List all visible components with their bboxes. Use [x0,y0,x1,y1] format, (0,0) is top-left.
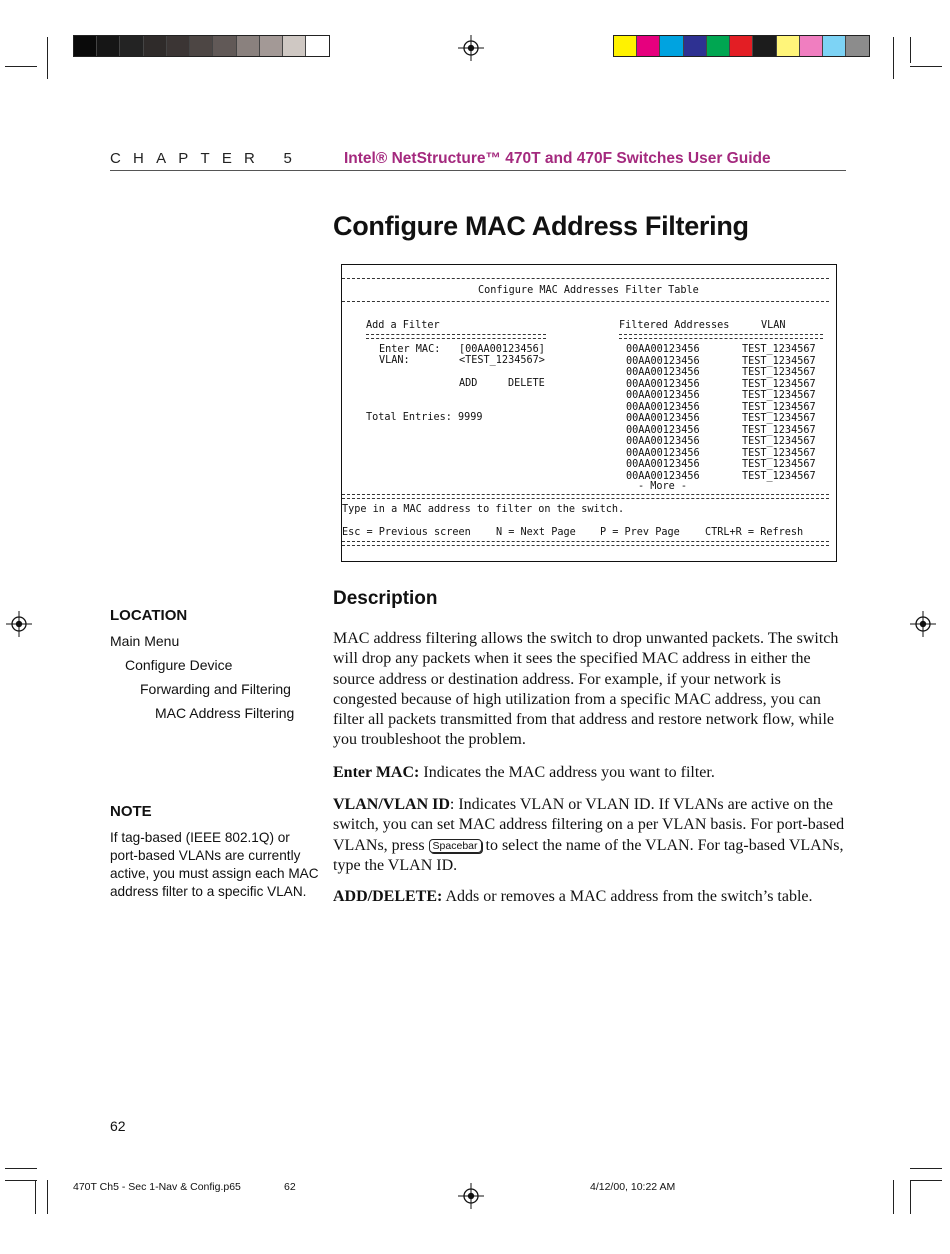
crop-mark [910,1180,911,1214]
filter-row-vlan[interactable]: TEST_1234567 [742,436,816,447]
filter-row-mac[interactable]: 00AA00123456 [626,378,700,390]
process-color-bar [613,35,870,57]
vlan-select[interactable]: <TEST_1234567> [459,355,545,366]
guide-title: Intel® NetStructure™ 470T and 470F Switches User Guide [344,150,771,167]
filter-row-mac[interactable]: 00AA00123456 [626,344,700,355]
footer-page: 62 [284,1181,296,1193]
divider [342,301,829,302]
divider [342,494,829,499]
divider [342,278,829,279]
definition: : Indicates VLAN or VLAN ID. If VLANs are active on the switch, you can set MAC address filtering on a per VLAN basis. For port-based VLANs, press [333,796,845,854]
page-number: 62 [110,1118,126,1134]
color-swatch [260,36,283,56]
color-swatch [120,36,143,56]
filter-row-mac[interactable]: 00AA00123456 [626,413,700,424]
crop-mark [910,37,911,63]
add-delete-description [333,887,848,907]
color-swatch [283,36,306,56]
color-swatch [846,36,869,56]
crop-mark [910,1180,942,1181]
filter-row-mac[interactable]: 00AA00123456 [626,367,700,378]
filter-row-vlan[interactable]: TEST_1234567 [742,424,816,436]
term: ADD/DELETE: [333,888,443,905]
crop-mark [5,1168,37,1169]
color-swatch [753,36,776,56]
color-swatch [213,36,236,56]
crop-mark [47,1180,48,1214]
location-path-item: Configure Device [125,657,233,673]
registration-mark-icon [458,35,484,61]
description-heading: Description [333,588,438,609]
color-swatch [614,36,637,56]
filter-row-mac[interactable]: 00AA00123456 [626,424,700,436]
color-swatch [637,36,660,56]
color-swatch [777,36,800,56]
color-swatch [167,36,190,56]
filter-row-vlan[interactable]: TEST_1234567 [742,459,816,470]
note-text: If tag-based (IEEE 802.1Q) or port-based VLANs are currently active, you must assign each MAC address filter to a specific VLAN. [110,830,319,899]
vlan-column-header: VLAN [761,320,786,331]
help-refresh[interactable]: CTRL+R = Refresh [705,527,804,538]
terminal-screenshot [341,264,837,562]
enter-mac-input[interactable]: [00AA00123456] [459,344,545,355]
crop-mark [35,1180,36,1214]
add-filter-label: Add a Filter [366,320,440,331]
divider [342,541,829,546]
underline [366,334,546,339]
filter-row-mac[interactable]: 00AA00123456 [626,459,700,470]
color-swatch [800,36,823,56]
filter-row-mac[interactable]: 00AA00123456 [626,447,700,459]
filter-row-vlan[interactable]: TEST_1234567 [742,447,816,459]
filter-row-vlan[interactable]: TEST_1234567 [742,355,816,367]
note-heading: NOTE [110,803,152,820]
filter-row-mac[interactable]: 00AA00123456 [626,470,700,482]
filter-row-vlan[interactable]: TEST_1234567 [742,378,816,390]
filter-row-vlan[interactable]: TEST_1234567 [742,390,816,401]
more-indicator[interactable]: - More - [638,481,688,492]
underline [619,334,823,339]
filter-row-vlan[interactable]: TEST_1234567 [742,344,816,355]
enter-mac-description [333,763,848,783]
spacebar-key: Spacebar [429,839,482,853]
description-intro: MAC address filtering allows the switch to drop unwanted packets. The switch will drop any packets when it sees the specified MAC address in either the source address or destination address. For example, if your network is congested because of high utilization from a specific MAC address, you can filter all packets transmitted from that address and restore network flow, while you troubleshoot the problem. [333,630,839,749]
crop-mark [47,37,48,79]
color-swatch [97,36,120,56]
location-path-item: Main Menu [110,633,180,649]
color-swatch [707,36,730,56]
location-heading: LOCATION [110,607,188,624]
registration-mark-icon [910,611,936,637]
definition: Indicates the MAC address you want to filter. [419,764,715,781]
help-esc[interactable]: Esc = Previous screen [342,527,471,538]
filter-row-mac[interactable]: 00AA00123456 [626,355,700,367]
vlan-label: VLAN: [379,355,410,366]
help-prev-page[interactable]: P = Prev Page [600,527,680,538]
color-swatch [144,36,167,56]
term: VLAN/VLAN ID [333,796,450,813]
enter-mac-label: Enter MAC: [379,344,441,355]
crop-mark [910,66,942,67]
crop-mark [5,1180,37,1181]
color-swatch [684,36,707,56]
vlan-description [333,795,848,876]
filter-row-mac[interactable]: 00AA00123456 [626,401,700,413]
color-swatch [74,36,97,56]
filter-row-vlan[interactable]: TEST_1234567 [742,401,816,413]
color-swatch [823,36,846,56]
chapter-label: CHAPTER 5 [110,150,304,167]
term: Enter MAC: [333,764,420,781]
crop-mark [5,66,37,67]
add-button[interactable]: ADD [459,378,478,389]
crop-mark [910,1168,942,1169]
definition: to select the name of the VLAN. For tag-based VLANs, type the VLAN ID. [333,836,844,874]
definition: Adds or removes a MAC address from the switch’s table. [442,888,813,905]
filter-row-vlan[interactable]: TEST_1234567 [742,367,816,378]
terminal-title: Configure MAC Addresses Filter Table [478,285,699,296]
color-swatch [660,36,683,56]
registration-mark-icon [458,1183,484,1209]
color-swatch [237,36,260,56]
header-rule [110,170,846,171]
crop-mark [893,37,894,79]
delete-button[interactable]: DELETE [508,378,545,389]
crop-mark [893,1180,894,1214]
color-swatch [190,36,213,56]
location-path-item: Forwarding and Filtering [140,681,291,697]
help-next-page[interactable]: N = Next Page [496,527,576,538]
color-swatch [306,36,329,56]
page-title: Configure MAC Address Filtering [333,211,749,241]
total-entries: Total Entries: 9999 [366,412,483,423]
footer-timestamp: 4/12/00, 10:22 AM [590,1181,676,1193]
location-path-item: MAC Address Filtering [155,705,295,721]
filter-row-mac[interactable]: 00AA00123456 [626,390,700,401]
color-swatch [730,36,753,56]
grayscale-color-bar [73,35,330,57]
filtered-addresses-header: Filtered Addresses [619,320,730,331]
filter-row-mac[interactable]: 00AA00123456 [626,436,700,447]
status-line: Type in a MAC address to filter on the switch. [342,504,625,515]
filter-row-vlan[interactable]: TEST_1234567 [742,470,816,482]
footer-file: 470T Ch5 - Sec 1-Nav & Config.p65 [73,1181,241,1193]
filter-row-vlan[interactable]: TEST_1234567 [742,413,816,424]
registration-mark-icon [6,611,32,637]
